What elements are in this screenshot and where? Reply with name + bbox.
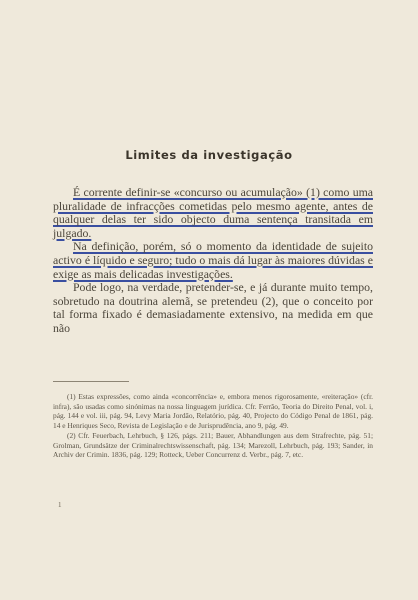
signature-mark: 1 [58, 501, 62, 509]
paragraph-3: Pode logo, na verdade, pretender-se, e já durante muito tempo, sobretudo na doutrina alemã, se pretendeu (2), que o conceito por tal forma fixado é demasiadamente extensivo, na medida em que não [53, 280, 373, 335]
footnotes [53, 392, 373, 460]
footnote-divider [53, 381, 129, 382]
paragraph-2: Na definição, porém, só o momento da identidade de sujeito activo é líquido e seguro; tudo o mais dá lugar às maiores dúvidas e exige as mais delicadas investigações. [53, 239, 373, 281]
paragraph-1: É corrente definir-se «concurso ou acumulação» (1) como uma pluralidade de infracções cometidas pelo mesmo agente, antes de qualquer delas ter sido objecto duma sentença transitada em julgado. [53, 185, 373, 240]
body-text [53, 186, 373, 336]
footnote-1: (1) Estas expressões, como ainda «concorrência» e, embora menos rigorosamente, «reiteração» (cfr. infra), são usadas como sinónimas na nossa linguagem jurídica. Cfr. Ferrão, Teoria do Direito Penal, vol. i, pág. 144 e vol. iii, pág. 94, Levy Maria Jordão, Relatório, pág. 40, Projecto do Código Penal de 1861, pág. 14 e Henriques Seco, Revista de Legislação e de Jurisprudência, ano 9, pág. 49. [53, 392, 373, 431]
footnote-2: (2) Cfr. Feuerbach, Lehrbuch, § 126, págs. 211; Bauer, Abhandlungen aus dem Strafrechte, pág. 51; Grolman, Grundsätze der Criminalrechtswissenschaft, pág. 134; Marezoll, Lehrbuch, pág. 193; Sander, in Archiv der Crimin. 1836, pág. 129; Rotteck, Ueber Concurrenz d. Verbr., pág. 7, etc. [53, 430, 373, 460]
section-title: Limites da investigação [125, 148, 293, 162]
